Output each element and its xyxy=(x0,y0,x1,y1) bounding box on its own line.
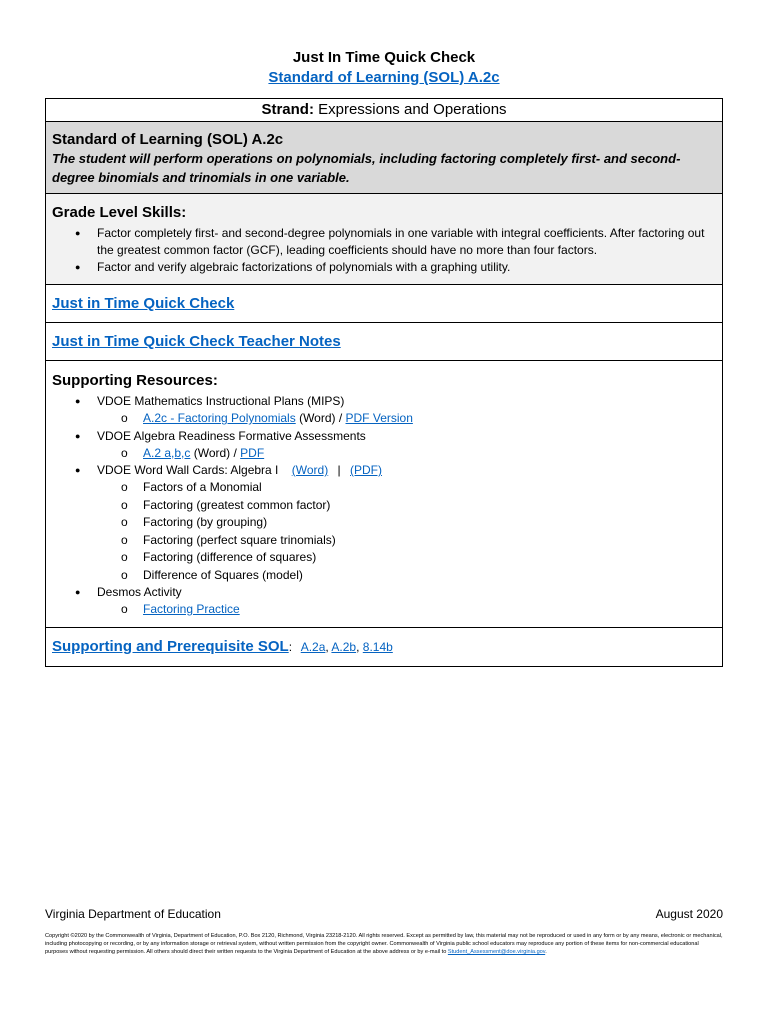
prereq-separator: , xyxy=(356,639,363,654)
readiness-mid-text: (Word) / xyxy=(190,445,241,460)
list-item: o Difference of Squares (model) xyxy=(143,567,716,585)
prereq-title-link[interactable]: Supporting and Prerequisite SOL xyxy=(52,637,289,655)
page-footer xyxy=(45,906,723,956)
mips-sublist xyxy=(97,410,716,428)
list-item xyxy=(143,410,716,428)
list-item xyxy=(143,601,716,619)
quick-check-row xyxy=(46,285,723,323)
copyright-notice xyxy=(45,932,723,956)
contact-email-link[interactable]: Student_Assessment@doe.virginia.gov xyxy=(447,949,546,955)
wordwall-separator: | xyxy=(337,463,341,477)
prereq-link-814b[interactable]: 8.14b xyxy=(362,639,393,654)
strand-label: Strand: xyxy=(261,101,314,118)
resources-list xyxy=(52,393,716,619)
prereq-row xyxy=(46,627,723,666)
footer-date: August 2020 xyxy=(655,907,723,921)
desmos-link[interactable]: Factoring Practice xyxy=(143,602,240,616)
sol-title-link[interactable]: Standard of Learning (SOL) A.2c xyxy=(268,69,500,86)
skills-section xyxy=(46,194,723,285)
content-table xyxy=(45,98,723,667)
prereq-colon: : xyxy=(288,639,293,654)
sol-section xyxy=(46,122,723,194)
sol-description: The student will perform operations on polynomials, including factoring completely first- and second-degree binomials and trinomials in one variable. xyxy=(52,151,681,185)
quick-check-link[interactable]: Just in Time Quick Check xyxy=(52,295,235,312)
mips-pdf-link[interactable]: PDF Version xyxy=(345,411,413,425)
list-item: o Factoring (difference of squares) xyxy=(143,549,716,567)
readiness-pdf-link[interactable]: PDF xyxy=(240,445,265,460)
list-item xyxy=(143,445,716,463)
list-item: ● Factor and verify algebraic factorizations of polynomials with a graphing utility. xyxy=(97,259,716,276)
resources-heading: Supporting Resources: xyxy=(52,372,218,389)
desmos-label: Desmos Activity xyxy=(97,585,182,599)
readiness-word-link[interactable]: A.2 a,b,c xyxy=(143,445,191,460)
teacher-notes-row xyxy=(46,323,723,361)
prereq-separator: , xyxy=(325,639,332,654)
mips-word-link[interactable]: A.2c - Factoring Polynomials xyxy=(143,411,296,425)
prereq-link-a2a[interactable]: A.2a xyxy=(300,639,326,654)
resource-item-desmos xyxy=(97,584,716,619)
document-title: Just In Time Quick Check xyxy=(292,49,476,66)
desmos-sublist xyxy=(97,601,716,619)
mips-mid-text: (Word) / xyxy=(295,411,346,425)
resource-item-mips xyxy=(97,393,716,428)
readiness-label: VDOE Algebra Readiness Formative Assessments xyxy=(97,428,366,443)
wordwall-sublist xyxy=(97,479,716,584)
prereq-link-a2b[interactable]: A.2b xyxy=(331,639,357,654)
wordwall-label: VDOE Word Wall Cards: Algebra I xyxy=(97,463,279,477)
sol-heading: Standard of Learning (SOL) A.2c xyxy=(52,131,284,148)
wordwall-word-link[interactable]: (Word) xyxy=(291,463,329,477)
wordwall-pdf-link[interactable]: (PDF) xyxy=(350,463,383,477)
footer-org: Virginia Department of Education xyxy=(45,907,221,921)
copyright-text: Copyright ©2020 by the Commonwealth of Virginia, Department of Education, P.O. Box 2120, Richmond, Virginia 23218-2120. All rights reserved. Except as permitted by law, this material may not be reproduced or used in any form or by any means, electronic or mechanical, including photocopying or recording, or by any information storage or retrieval system, without written permission from the copyright owner. Commonwealth of Virginia public school educators may reproduce any portion of these items for non-commercial educational purposes without requesting permission. All others should direct their written requests to the Virginia Department of Education at the above address or by e-mail to xyxy=(45,933,723,955)
resource-item-wordwall xyxy=(97,462,716,584)
list-item: o Factoring (greatest common factor) xyxy=(143,497,716,515)
list-item: o Factoring (perfect square trinomials) xyxy=(143,532,716,550)
strand-value: Expressions and Operations xyxy=(318,101,507,118)
list-item: o Factors of a Monomial xyxy=(143,479,716,497)
teacher-notes-link[interactable]: Just in Time Quick Check Teacher Notes xyxy=(52,333,341,350)
document-header xyxy=(0,48,768,88)
mips-label: VDOE Mathematics Instructional Plans (MIPS) xyxy=(97,394,345,408)
list-item: o Factoring (by grouping) xyxy=(143,514,716,532)
skills-heading: Grade Level Skills: xyxy=(52,204,187,221)
list-item: ● Factor completely first- and second-degree polynomials in one variable with integral coefficients. After factoring out the greatest common factor (GCF), leading coefficients should have no more than four factors. xyxy=(97,225,716,259)
copyright-end: . xyxy=(545,949,547,955)
skills-list xyxy=(52,225,716,276)
resources-section xyxy=(46,361,723,628)
resource-item-readiness xyxy=(97,428,716,463)
strand-row xyxy=(46,99,723,122)
readiness-sublist xyxy=(97,445,716,463)
